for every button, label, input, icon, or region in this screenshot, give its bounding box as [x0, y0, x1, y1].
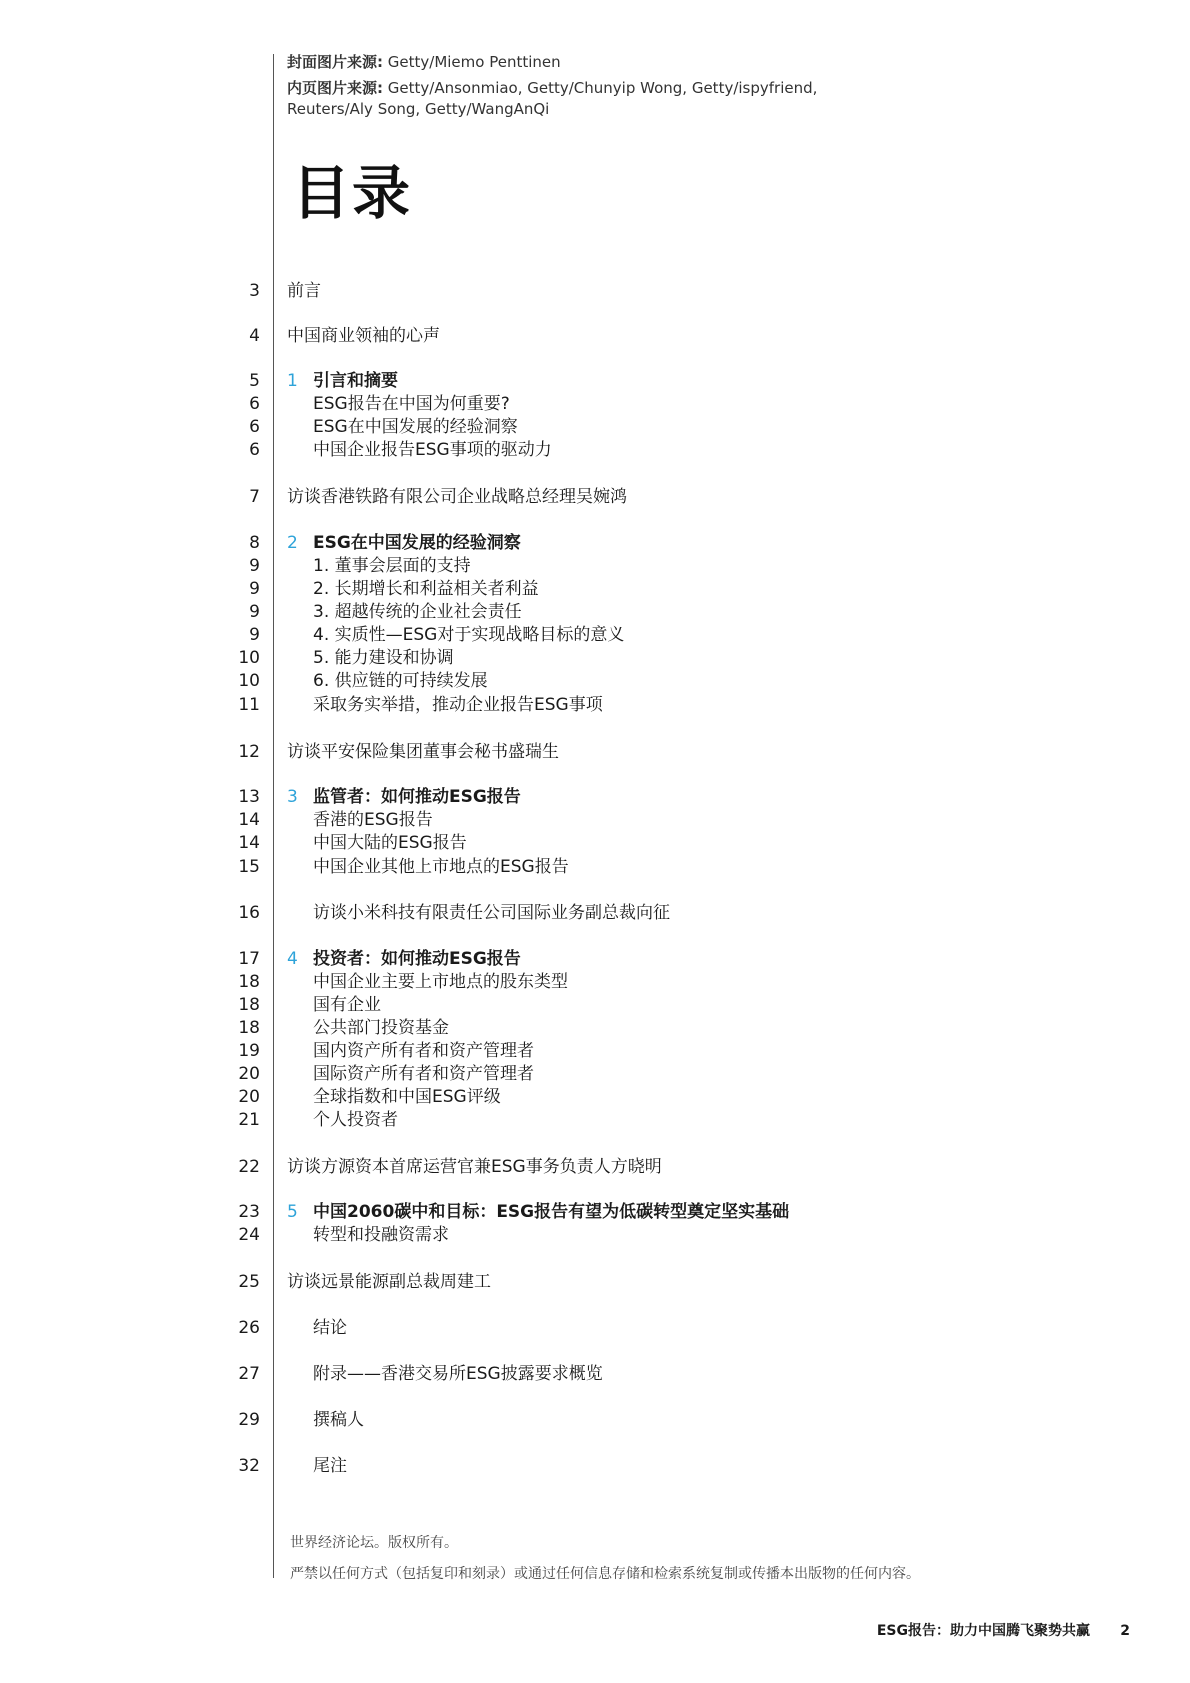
toc-entry-title: 中国企业其他上市地点的ESG报告: [313, 857, 569, 877]
toc-entry-title: 尾注: [313, 1456, 347, 1476]
toc-entry[interactable]: [0, 1224, 1190, 1247]
toc-page-number: 18: [238, 1018, 260, 1038]
toc-entry-title: 撰稿人: [313, 1410, 364, 1430]
toc-entry[interactable]: [0, 1086, 1190, 1109]
toc-entry-title: 转型和投融资需求: [313, 1225, 449, 1245]
toc-page-number: 25: [238, 1272, 260, 1292]
toc-entry-title: 3. 超越传统的企业社会责任: [313, 602, 522, 622]
toc-entry-title: 访谈方源资本首席运营官兼ESG事务负责人方晓明: [287, 1157, 662, 1177]
toc-page-number: 18: [238, 972, 260, 992]
toc-page-number: 20: [238, 1064, 260, 1084]
toc-page-number: 7: [249, 487, 260, 507]
toc-page-number: 27: [238, 1364, 260, 1384]
toc-entry[interactable]: [0, 1363, 1190, 1386]
toc-entry-title: 中国企业主要上市地点的股东类型: [313, 972, 568, 992]
toc-page-number: 19: [238, 1041, 260, 1061]
toc-page-number: 9: [249, 579, 260, 599]
toc-entry-title: 个人投资者: [313, 1110, 398, 1130]
toc-entry[interactable]: [0, 578, 1190, 601]
toc-entry-title: 中国商业领袖的心声: [287, 326, 440, 346]
toc-entry-title: 公共部门投资基金: [313, 1018, 449, 1038]
toc-entry[interactable]: [0, 971, 1190, 994]
inner-credit-label: 内页图片来源:: [287, 79, 383, 97]
image-credits: [287, 52, 1137, 120]
toc-entry-title: 监管者：如何推动ESG报告: [313, 787, 521, 807]
toc-chapter-number: 4: [287, 949, 298, 969]
toc-entry[interactable]: [0, 1040, 1190, 1063]
inner-credit-value: Getty/Ansonmiao, Getty/Chunyip Wong, Getty/ispyfriend,: [383, 79, 818, 97]
toc-entry-title: 全球指数和中国ESG评级: [313, 1087, 501, 1107]
toc-entry[interactable]: [0, 1156, 1190, 1179]
inner-credit-continued: Reuters/Aly Song, Getty/WangAnQi: [287, 100, 550, 118]
toc-entry[interactable]: [0, 325, 1190, 348]
toc-entry[interactable]: [0, 809, 1190, 832]
toc-page-number: 12: [238, 742, 260, 762]
toc-entry[interactable]: [0, 601, 1190, 624]
toc-entry-title: 中国2060碳中和目标：ESG报告有望为低碳转型奠定坚实基础: [313, 1202, 790, 1222]
toc-page-number: 11: [238, 695, 260, 715]
footer-page-number: 2: [1120, 1623, 1130, 1639]
toc-entry[interactable]: [0, 902, 1190, 925]
toc-entry-title: 投资者：如何推动ESG报告: [313, 949, 521, 969]
toc-page-number: 3: [249, 281, 260, 301]
toc-page-number: 17: [238, 949, 260, 969]
toc-entry[interactable]: [0, 1271, 1190, 1294]
toc-entry[interactable]: [0, 1063, 1190, 1086]
toc-page-number: 5: [249, 371, 260, 391]
toc-entry-title: 中国企业报告ESG事项的驱动力: [313, 440, 552, 460]
copyright-line-1: 世界经济论坛。版权所有。: [290, 1535, 458, 1551]
toc-chapter-number: 1: [287, 371, 298, 391]
toc-page-number: 21: [238, 1110, 260, 1130]
toc-page-number: 8: [249, 533, 260, 553]
toc-entry-title: 中国大陆的ESG报告: [313, 833, 467, 853]
toc-entry-title: 附录——香港交易所ESG披露要求概览: [313, 1364, 603, 1384]
toc-entry-title: 香港的ESG报告: [313, 810, 433, 830]
toc-entry-title: 采取务实举措，推动企业报告ESG事项: [313, 695, 603, 715]
toc-entry[interactable]: [0, 786, 1190, 809]
toc-entry[interactable]: [0, 532, 1190, 555]
cover-credit: [287, 52, 1137, 73]
toc-page-number: 10: [238, 671, 260, 691]
toc-page-number: 18: [238, 995, 260, 1015]
toc-entry[interactable]: [0, 393, 1190, 416]
inner-credit: [287, 78, 1137, 99]
toc-page-number: 20: [238, 1087, 260, 1107]
toc-entry[interactable]: [0, 832, 1190, 855]
toc-page-number: 24: [238, 1225, 260, 1245]
copyright-notice: [290, 1533, 1170, 1584]
toc-entry[interactable]: [0, 624, 1190, 647]
toc-page-number: 13: [238, 787, 260, 807]
toc-page-number: 14: [238, 833, 260, 853]
toc-entry-title: 2. 长期增长和利益相关者利益: [313, 579, 539, 599]
toc-entry[interactable]: [0, 1317, 1190, 1340]
toc-entry-title: 引言和摘要: [313, 371, 398, 391]
toc-entry[interactable]: [0, 555, 1190, 578]
toc-page-number: 32: [238, 1456, 260, 1476]
toc-entry-title: ESG报告在中国为何重要?: [313, 394, 510, 414]
toc-chapter-number: 5: [287, 1202, 298, 1222]
toc-entry[interactable]: [0, 370, 1190, 393]
toc-entry-title: 4. 实质性—ESG对于实现战略目标的意义: [313, 625, 625, 645]
toc-entry[interactable]: [0, 1109, 1190, 1132]
toc-page-number: 6: [249, 394, 260, 414]
toc-page-number: 29: [238, 1410, 260, 1430]
toc-entry[interactable]: [0, 1201, 1190, 1224]
toc-entry-title: 结论: [313, 1318, 347, 1338]
toc-page-number: 16: [238, 903, 260, 923]
toc-entry[interactable]: [0, 694, 1190, 717]
cover-credit-label: 封面图片来源:: [287, 53, 383, 71]
toc-entry-title: 访谈平安保险集团董事会秘书盛瑞生: [287, 742, 559, 762]
toc-entry-title: 访谈远景能源副总裁周建工: [287, 1272, 491, 1292]
toc-page-number: 15: [238, 857, 260, 877]
toc-entry[interactable]: [0, 486, 1190, 509]
toc-page-number: 6: [249, 440, 260, 460]
toc-page-number: 9: [249, 602, 260, 622]
toc-entry-title: 国有企业: [313, 995, 381, 1015]
toc-entry-title: 访谈香港铁路有限公司企业战略总经理吴婉鸿: [287, 487, 627, 507]
toc-page-number: 9: [249, 556, 260, 576]
page-footer: [700, 1620, 1130, 1642]
toc-entry[interactable]: [0, 439, 1190, 462]
toc-entry-title: ESG在中国发展的经验洞察: [313, 533, 521, 553]
toc-entry[interactable]: [0, 948, 1190, 971]
toc-chapter-number: 3: [287, 787, 298, 807]
toc-entry-title: 前言: [287, 281, 321, 301]
copyright-line-2: 严禁以任何方式（包括复印和刻录）或通过任何信息存储和检索系统复制或传播本出版物的任何内容。: [290, 1566, 920, 1582]
toc-entry-title: 5. 能力建设和协调: [313, 648, 454, 668]
toc-page-number: 9: [249, 625, 260, 645]
toc-entry[interactable]: [0, 994, 1190, 1017]
page-title: 目录: [292, 159, 413, 227]
toc-page-number: 4: [249, 326, 260, 346]
toc-page-number: 14: [238, 810, 260, 830]
toc-page-number: 6: [249, 417, 260, 437]
toc-entry[interactable]: [0, 647, 1190, 670]
toc-entry-title: ESG在中国发展的经验洞察: [313, 417, 518, 437]
toc-entry[interactable]: [0, 1455, 1190, 1478]
toc-entry-title: 访谈小米科技有限责任公司国际业务副总裁向征: [313, 903, 670, 923]
toc-entry[interactable]: [0, 741, 1190, 764]
toc-entry[interactable]: [0, 1409, 1190, 1432]
toc-entry[interactable]: [0, 280, 1190, 303]
toc-entry-title: 6. 供应链的可持续发展: [313, 671, 488, 691]
toc-page-number: 23: [238, 1202, 260, 1222]
toc-entry-title: 国内资产所有者和资产管理者: [313, 1041, 534, 1061]
toc-entry-title: 国际资产所有者和资产管理者: [313, 1064, 534, 1084]
toc-entry-title: 1. 董事会层面的支持: [313, 556, 471, 576]
cover-credit-value: Getty/Miemo Penttinen: [383, 53, 561, 71]
toc-chapter-number: 2: [287, 533, 298, 553]
toc-entry[interactable]: [0, 416, 1190, 439]
toc-entry[interactable]: [0, 856, 1190, 879]
toc-page-number: 22: [238, 1157, 260, 1177]
toc-page-number: 10: [238, 648, 260, 668]
toc-page-number: 26: [238, 1318, 260, 1338]
footer-report-title: ESG报告：助力中国腾飞聚势共赢: [876, 1623, 1090, 1639]
toc-entry[interactable]: [0, 670, 1190, 693]
toc-entry[interactable]: [0, 1017, 1190, 1040]
